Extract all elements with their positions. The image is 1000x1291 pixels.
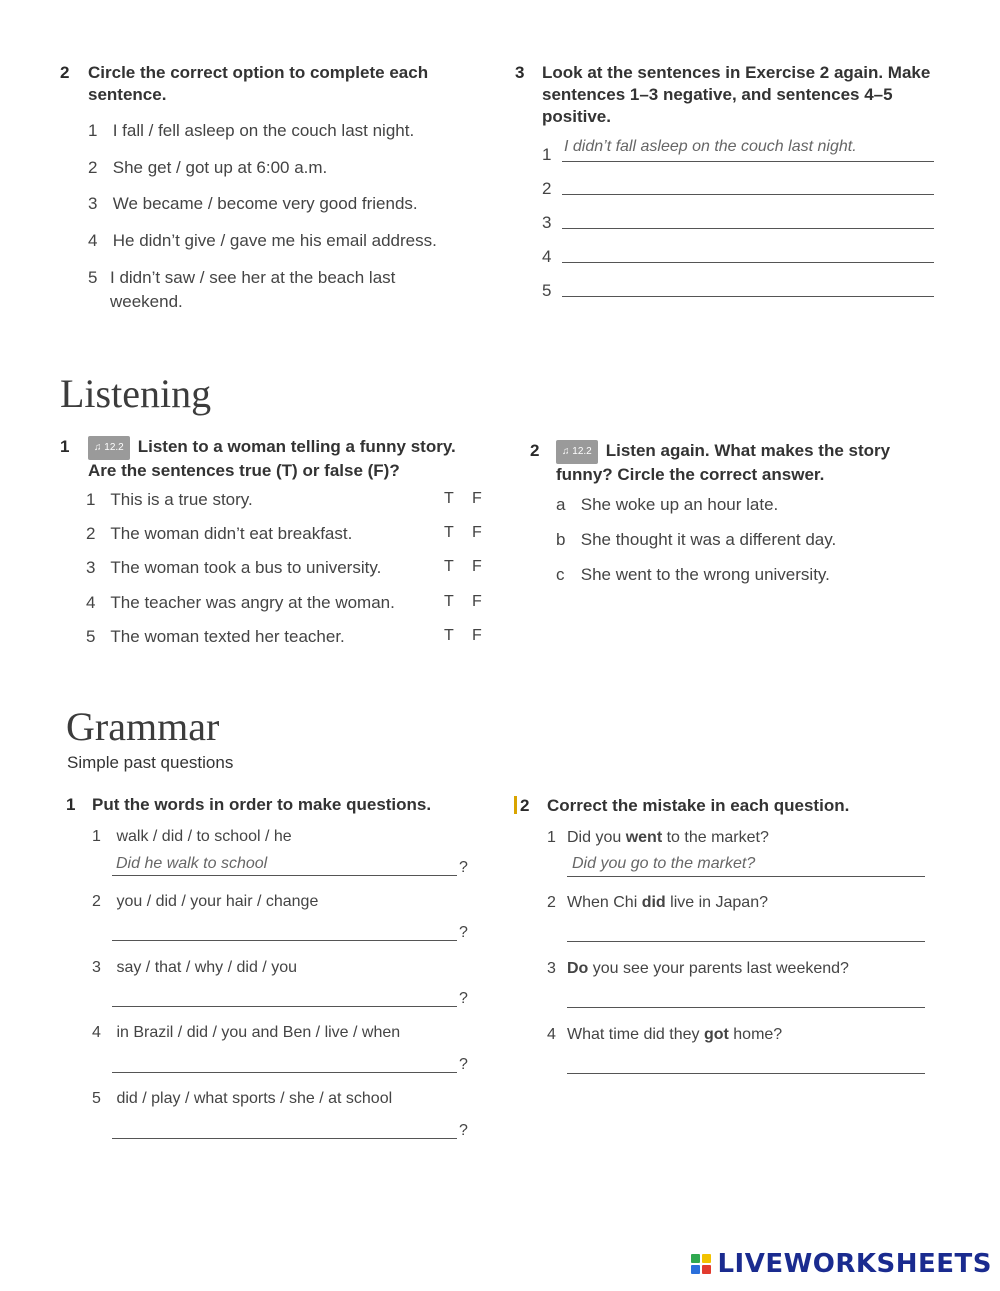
answer-line[interactable] [112,1072,457,1073]
true-option[interactable]: T [444,593,454,610]
true-option[interactable]: T [444,558,454,575]
answer-line[interactable] [567,941,925,942]
item-text: The woman texted her teacher. [110,627,345,646]
item-text: say / that / why / did / you [116,959,297,976]
item-number: 1 [92,828,101,845]
answer-line[interactable] [562,296,934,297]
audio-track-number: 12.2 [572,446,592,457]
true-false-options [444,627,500,645]
item-text: you / did / your hair / change [116,893,319,910]
item-text: did / play / what sports / she / at school [116,1090,393,1107]
exercise-heading-text: Listen again. What makes the story funny? Circle the correct answer. [556,441,891,484]
item-number: 1 [86,490,96,509]
true-false-options [444,524,500,542]
item-number: 3 [92,959,101,976]
item-text-post: to the market? [662,829,769,846]
exercise-heading-text: Listen to a woman telling a funny story. Are the sentences true (T) or false (F)? [88,437,456,480]
false-option[interactable]: F [472,627,482,644]
true-option[interactable]: T [444,627,454,644]
exercise-number: 3 [515,63,525,82]
item-text: The woman took a bus to university. [110,558,382,577]
exercise-heading: Correct the mistake in each question. [547,796,850,815]
answer-line[interactable] [562,161,934,162]
list-item [86,488,253,512]
item-text: walk / did / to school / he [116,828,292,845]
exercise-number: 2 [520,796,530,815]
audio-track-badge[interactable]: ♫ 12.2 [88,436,130,460]
item-number: 1 [547,829,556,846]
answer-line[interactable] [112,875,457,876]
item-text-post: home? [728,1026,783,1043]
list-item [86,591,395,615]
answer-line[interactable] [112,1138,457,1139]
answer-line[interactable] [567,1007,925,1008]
item-number: 4 [547,1026,556,1043]
item-text: The woman didn’t eat breakfast. [110,524,353,543]
true-option[interactable]: T [444,490,454,507]
item-number: 2 [86,524,96,543]
option-text: She went to the wrong university. [580,565,830,584]
answer-line[interactable] [567,876,925,877]
question-mark: ? [459,1056,468,1073]
exercise-number: 1 [66,795,76,814]
question-mark: ? [459,924,468,941]
mistake-word: did [641,894,666,911]
logo-square [691,1265,700,1274]
item-text-pre: Did you [567,829,626,846]
item-text: The teacher was angry at the woman. [110,593,395,612]
false-option[interactable]: F [472,490,482,507]
list-item [88,156,327,180]
section-title-grammar: Grammar [66,704,220,749]
answer-line[interactable] [562,194,934,195]
item-number: 1 [88,121,98,140]
answer-line[interactable] [112,1006,457,1007]
question-mark: ? [459,859,468,876]
item-number: 4 [92,1024,101,1041]
exercise-heading: Look at the sentences in Exercise 2 again. Make sentences 1–3 negative, and sentences 4–5 positive. [542,63,931,126]
item-text[interactable]: We became / become very good friends. [112,194,418,213]
logo-icon [691,1254,711,1274]
item-text[interactable]: I fall / fell asleep on the couch last night. [112,121,415,140]
mistake-word: Do [567,960,589,977]
item-number: 1 [542,145,552,164]
exercise-heading [556,440,946,486]
list-item [547,891,768,915]
logo-text: LIVEWORKSHEETS [717,1249,992,1279]
answer-line[interactable] [112,940,457,941]
list-item [92,956,297,980]
item-number: 5 [86,627,96,646]
true-option[interactable]: T [444,524,454,541]
item-number: 5 [92,1090,101,1107]
exercise-number: 2 [60,63,70,82]
list-item [86,522,352,546]
item-number: 5 [542,281,552,300]
logo-square [702,1265,711,1274]
list-item [92,890,318,914]
question-mark: ? [459,990,468,1007]
exercise-number: 2 [530,441,540,460]
item-text-post: you see your parents last weekend? [588,960,849,977]
section-subtitle: Simple past questions [67,753,234,772]
item-number: 2 [88,158,98,177]
false-option[interactable]: F [472,558,482,575]
item-text[interactable]: I didn’t saw / see her at the beach last weekend. [110,268,396,311]
option-text: She woke up an hour late. [580,495,779,514]
logo-square [691,1254,700,1263]
list-item [547,957,849,981]
item-number: 2 [547,894,556,911]
item-number: 3 [88,194,98,213]
item-number: 3 [547,960,556,977]
item-text-pre: What time did they [567,1026,704,1043]
false-option[interactable]: F [472,593,482,610]
option-letter: a [556,495,566,514]
item-text-pre: When Chi [567,894,642,911]
list-item [88,192,418,216]
item-number: 2 [92,893,101,910]
list-item [88,229,437,253]
exercise-number: 1 [60,437,70,456]
item-text-post: live in Japan? [665,894,768,911]
list-item [547,826,769,850]
logo-square [702,1254,711,1263]
item-text: in Brazil / did / you and Ben / live / when [116,1024,401,1041]
list-item [86,625,345,649]
item-number: 3 [542,213,552,232]
answer-option[interactable] [556,528,836,552]
item-text: This is a true story. [110,490,253,509]
true-false-options [444,593,500,611]
liveworksheets-logo[interactable] [691,1249,992,1279]
list-item [86,556,381,580]
true-false-options [444,558,500,576]
answer-line[interactable] [567,1073,925,1074]
list-item [92,1021,400,1045]
list-item [547,1023,782,1047]
item-number: 4 [86,593,96,612]
item-number: 5 [88,268,98,287]
list-item [88,119,414,143]
list-item [92,825,292,849]
exercise-heading [88,436,488,482]
audio-track-badge[interactable]: ♫ 12.2 [556,440,598,464]
option-text: She thought it was a different day. [580,530,837,549]
mistake-word: got [703,1026,729,1043]
list-item [92,1087,392,1111]
answer-text: Did he walk to school [116,855,268,872]
answer-text: Did you go to the market? [572,855,756,872]
question-mark: ? [459,1122,468,1139]
exercise-heading: Circle the correct option to complete each sentence. [88,63,429,104]
item-number: 2 [542,179,552,198]
exercise-heading: Put the words in order to make questions. [92,795,432,814]
list-item [88,266,468,314]
answer-option[interactable] [556,563,830,587]
false-option[interactable]: F [472,524,482,541]
item-number: 4 [542,247,552,266]
item-text[interactable]: He didn’t give / gave me his email address. [112,231,437,250]
option-letter: c [556,565,565,584]
section-title-listening: Listening [60,371,212,416]
answer-option[interactable] [556,493,778,517]
exercise-marker [514,796,517,814]
audio-track-number: 12.2 [104,442,124,453]
answer-line[interactable] [562,228,934,229]
option-letter: b [556,530,566,549]
item-text[interactable]: She get / got up at 6:00 a.m. [112,158,328,177]
answer-text: I didn’t fall asleep on the couch last night. [564,138,857,155]
true-false-options [444,490,500,508]
item-number: 4 [88,231,98,250]
mistake-word: went [625,829,663,846]
item-number: 3 [86,558,96,577]
answer-line[interactable] [562,262,934,263]
